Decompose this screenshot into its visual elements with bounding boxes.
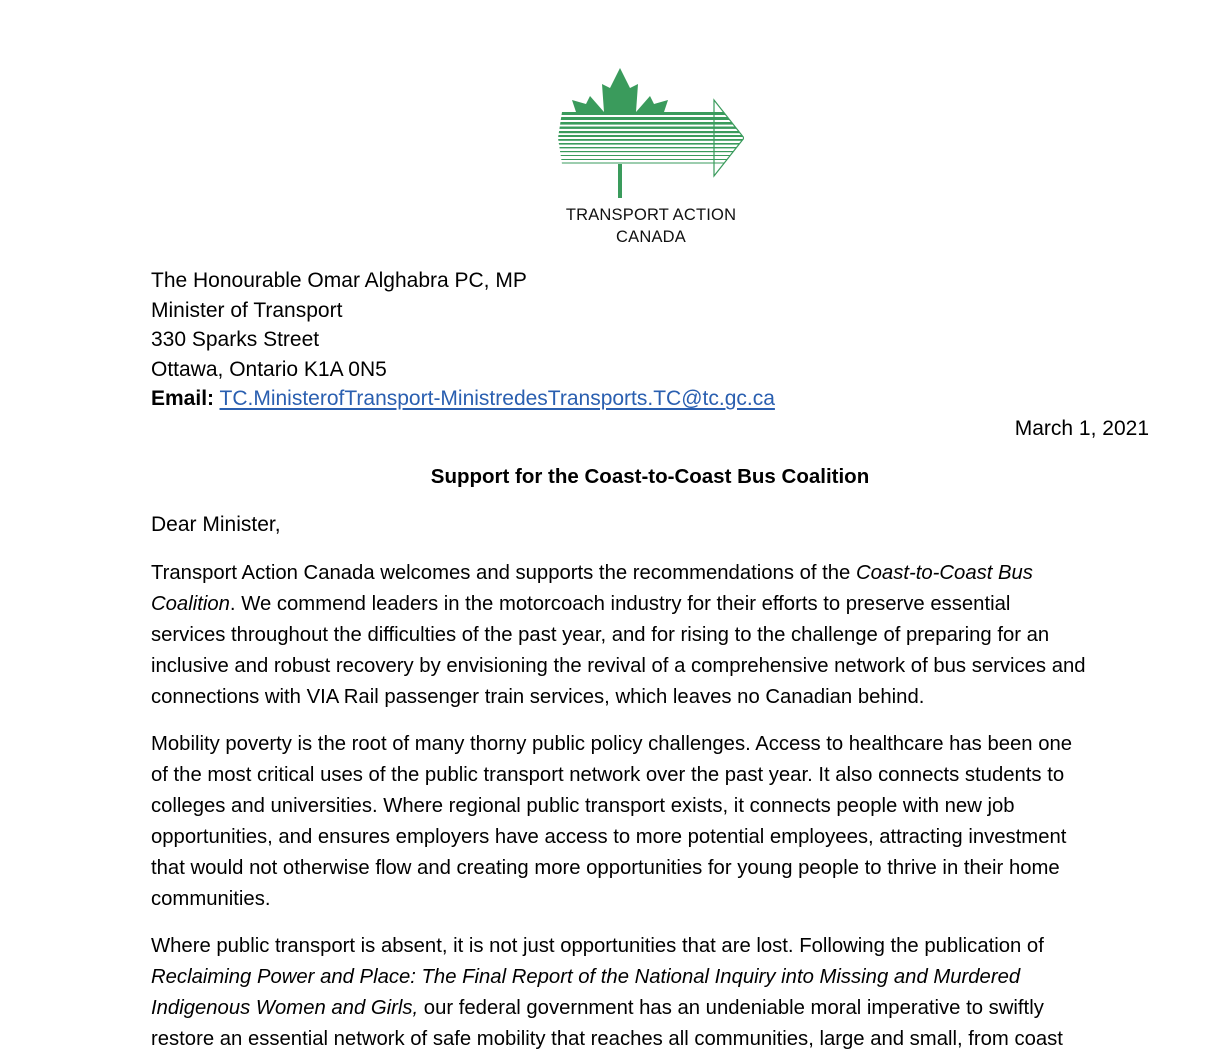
paragraph-line: Mobility poverty is the root of many thorny public policy challenges. Access to healthcare has been one [151, 733, 1073, 755]
paragraph-line: colleges and universities. Where regional public transport exists, it connects people with new job [151, 795, 1015, 817]
paragraph-line: services throughout the difficulties of the past year, and for rising to the challenge of preparing for an [151, 624, 1050, 646]
italic-run: Reclaiming Power and Place: The Final Report of the National Inquiry into Missing and Murdered [151, 966, 1021, 988]
paragraph-line [151, 589, 1161, 620]
recipient-street: 330 Sparks Street [151, 328, 320, 352]
italic-run: Coalition [151, 593, 230, 615]
paragraph-line [151, 962, 1161, 993]
italic-run: Coast-to-Coast Bus [855, 562, 1033, 584]
text-run: Transport Action Canada welcomes and supports the recommendations of the [151, 562, 856, 584]
recipient-email-row [151, 384, 775, 414]
paragraph-line: opportunities, and ensures employers have access to more potential employees, attracting investment [151, 826, 1067, 848]
logo-name-line1: TRANSPORT ACTION [565, 206, 737, 224]
email-link[interactable]: TC.MinisterofTransport-MinistredesTransports.TC@tc.gc.ca [219, 387, 775, 411]
paragraph-line: Where public transport is absent, it is not just opportunities that are lost. Following the publication of [151, 935, 1044, 957]
text-run: our federal government has an undeniable moral imperative to swiftly [418, 997, 1044, 1019]
letter-subject: Support for the Coast-to-Coast Bus Coalition [430, 465, 870, 488]
recipient-city: Ottawa, Ontario K1A 0N5 [151, 357, 387, 381]
paragraph-line [151, 993, 1161, 1024]
text-run: . We commend leaders in the motorcoach industry for their efforts to preserve essential [229, 593, 1011, 615]
email-label: Email: [151, 387, 215, 411]
paragraph-3 [151, 931, 1161, 1055]
italic-run: Indigenous Women and Girls, [151, 997, 419, 1019]
letter-date: March 1, 2021 [1014, 417, 1149, 440]
paragraph-line: connections with VIA Rail passenger train services, which leaves no Canadian behind. [151, 686, 925, 708]
paragraph-line [151, 558, 1161, 589]
paragraph-line: that would not otherwise flow and creating more opportunities for young people to thrive in their home [151, 857, 1060, 879]
logo-name-line2: CANADA [616, 228, 686, 246]
paragraph-line: communities. [151, 888, 271, 910]
paragraph-1 [151, 558, 1161, 713]
maple-leaf-arrow-icon [558, 66, 744, 200]
paragraph-2 [151, 729, 1161, 915]
paragraph-line: inclusive and robust recovery by envisioning the revival of a comprehensive network of bus services and [151, 655, 1086, 677]
recipient-title: Minister of Transport [151, 298, 343, 322]
paragraph-line: restore an essential network of safe mobility that reaches all communities, large and small, from coast [151, 1028, 1063, 1050]
salutation: Dear Minister, [151, 513, 281, 536]
paragraph-line: of the most critical uses of the public transport network over the past year. It also connects students to [151, 764, 1065, 786]
recipient-address-block [151, 266, 775, 414]
recipient-name: The Honourable Omar Alghabra PC, MP [151, 269, 527, 292]
transport-action-canada-logo [556, 66, 746, 248]
maple-leaf-stem [618, 162, 622, 198]
